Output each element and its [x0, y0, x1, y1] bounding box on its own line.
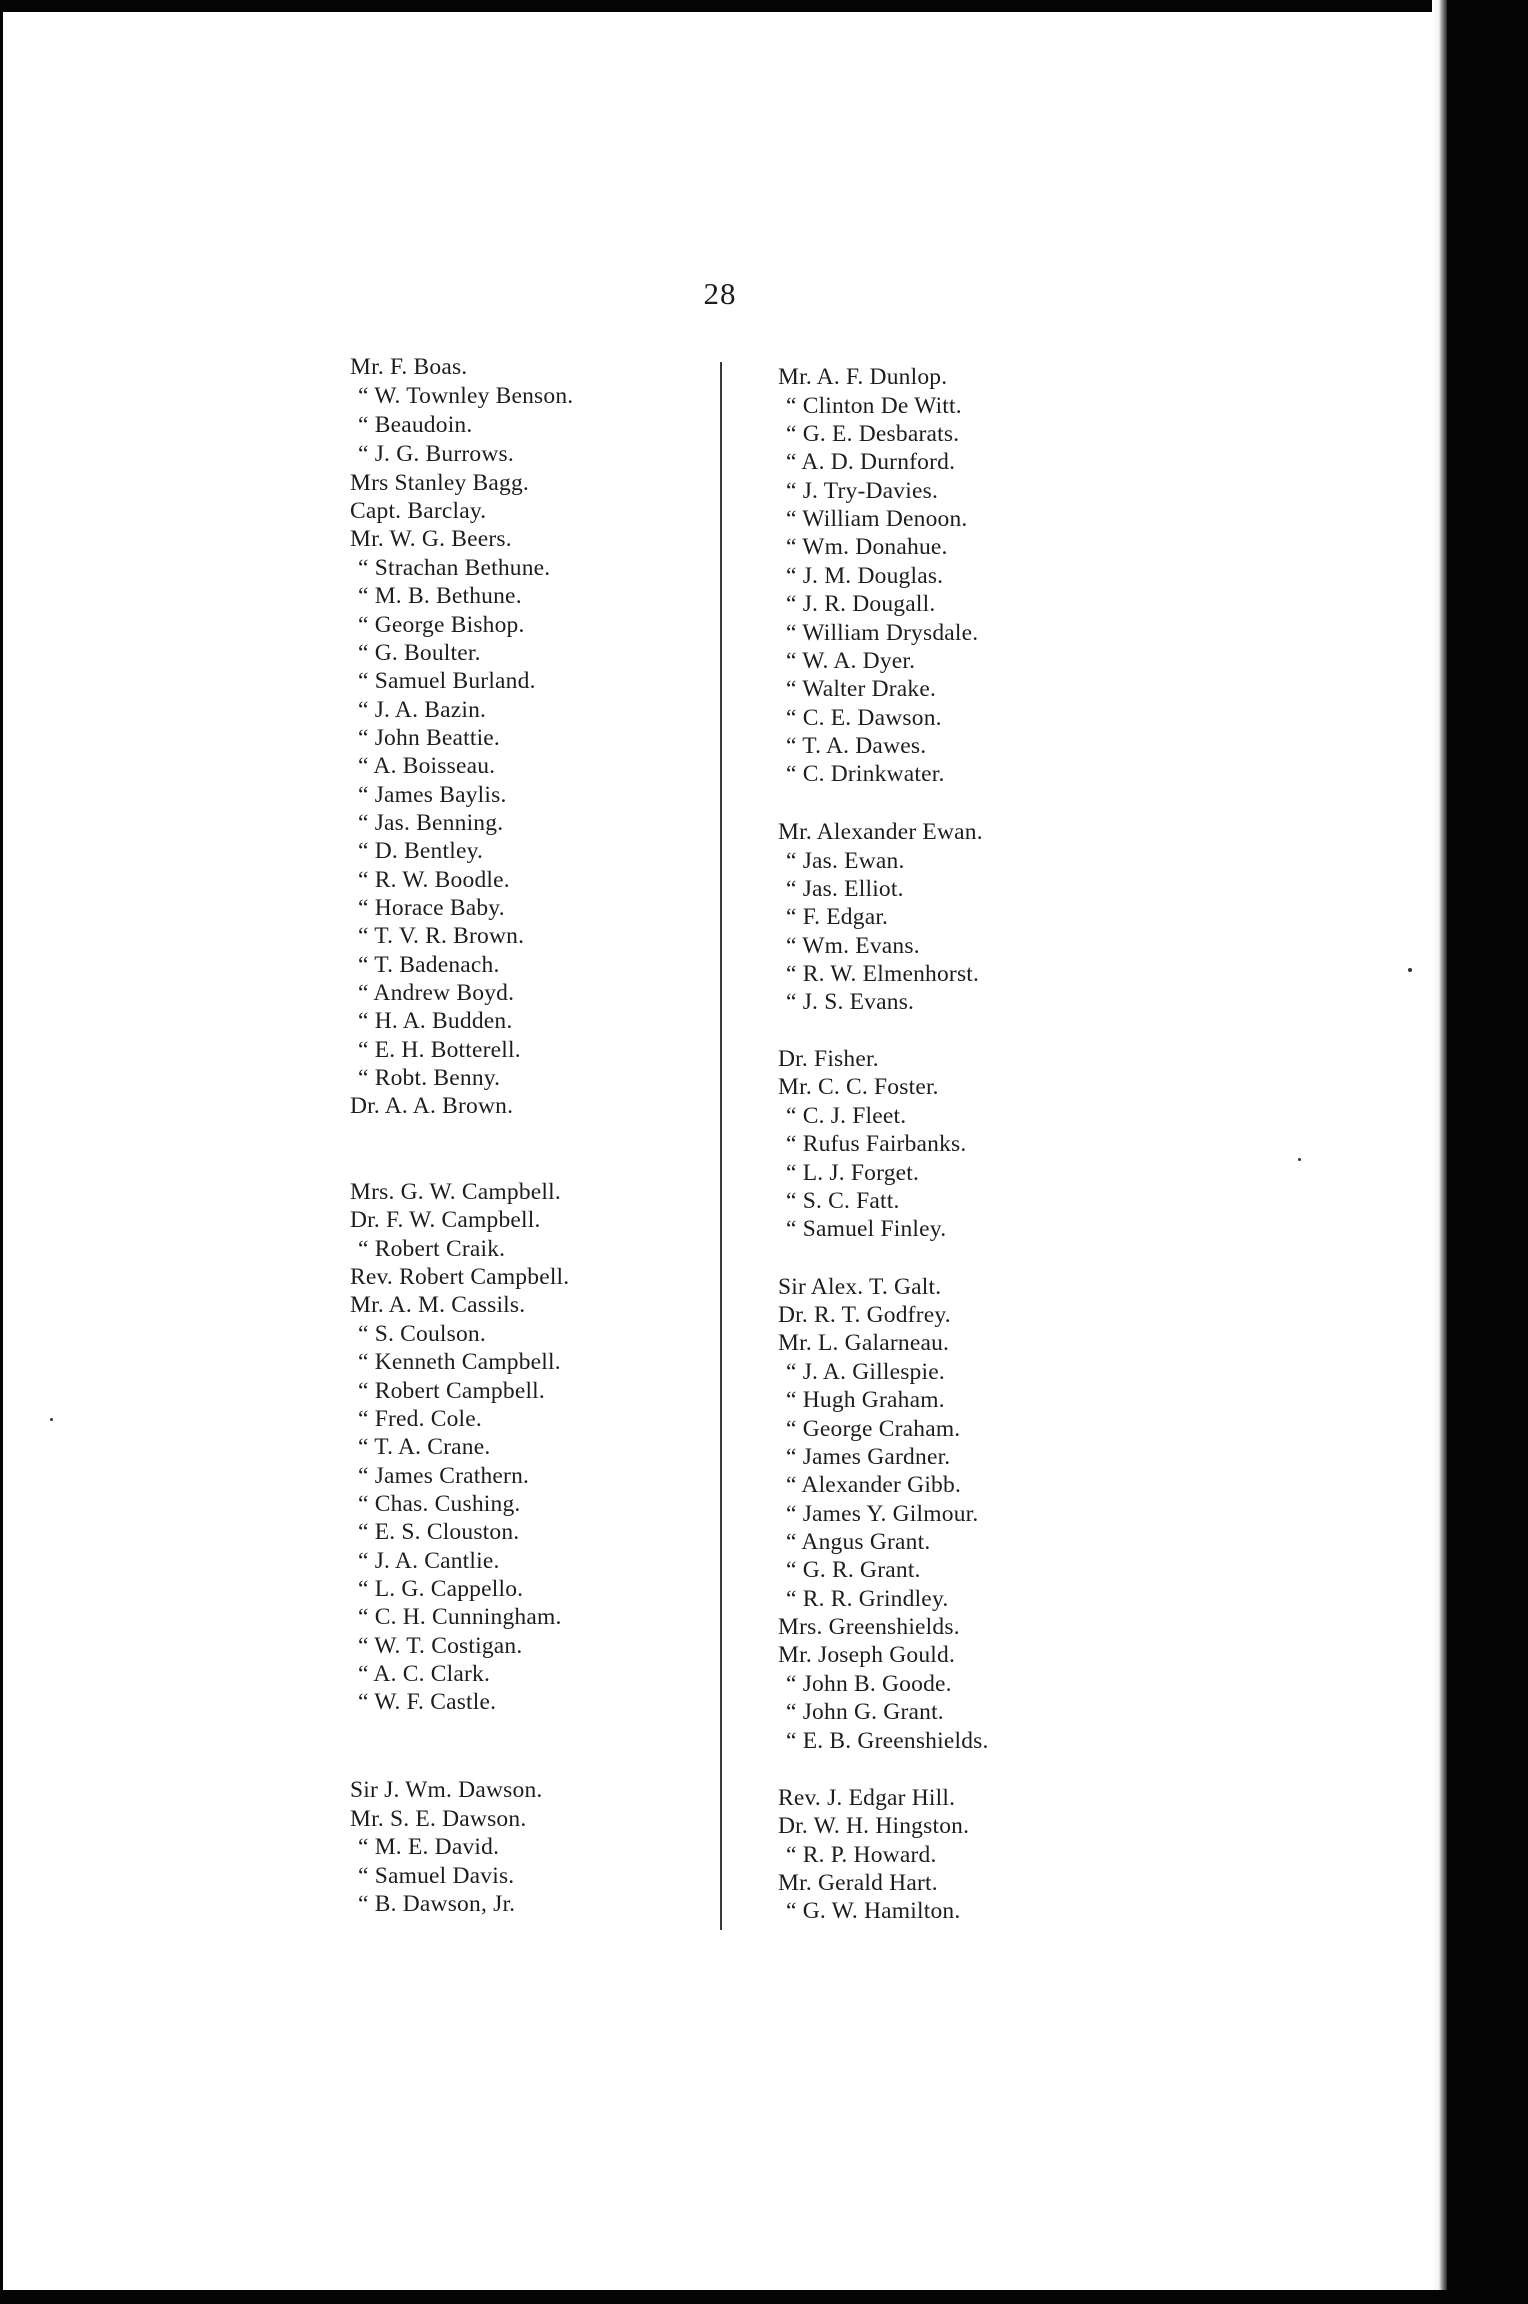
member-name: “ C. J. Fleet.	[786, 1103, 907, 1129]
member-name: “ R. P. Howard.	[786, 1842, 937, 1868]
member-name: “ C. H. Cunningham.	[358, 1604, 562, 1630]
member-name: “ E. S. Clouston.	[358, 1519, 520, 1545]
member-name: “ John B. Goode.	[786, 1671, 952, 1697]
member-name: Mr. Alexander Ewan.	[778, 819, 983, 845]
member-name: “ George Craham.	[786, 1416, 961, 1442]
member-name: “ G. Boulter.	[358, 640, 481, 666]
member-name: Mrs Stanley Bagg.	[350, 470, 529, 496]
member-name: Sir Alex. T. Galt.	[778, 1274, 942, 1300]
member-name: “ T. Badenach.	[358, 952, 500, 978]
member-name: “ Angus Grant.	[786, 1529, 931, 1555]
member-name: Mr. Gerald Hart.	[778, 1870, 938, 1896]
member-name: “ Alexander Gibb.	[786, 1472, 962, 1498]
member-name: Rev. Robert Campbell.	[350, 1264, 570, 1290]
member-name: “ Robert Craik.	[358, 1236, 506, 1262]
member-name: “ Wm. Evans.	[786, 933, 920, 959]
member-name: “ J. A. Cantlie.	[358, 1548, 500, 1574]
member-name: “ D. Bentley.	[358, 838, 484, 864]
member-name: “ Andrew Boyd.	[358, 980, 515, 1006]
member-name: “ G. W. Hamilton.	[786, 1898, 961, 1924]
member-name: “ Samuel Davis.	[358, 1863, 515, 1889]
member-name: “ William Denoon.	[786, 506, 968, 532]
member-name: Mrs. G. W. Campbell.	[350, 1179, 561, 1205]
member-name: “ T. V. R. Brown.	[358, 923, 525, 949]
member-name: “ Clinton De Witt.	[786, 393, 962, 419]
member-name: “ James Gardner.	[786, 1444, 951, 1470]
member-name: “ William Drysdale.	[786, 620, 979, 646]
member-name: “ W. A. Dyer.	[786, 648, 916, 674]
member-name: “ M. E. David.	[358, 1834, 500, 1860]
member-name: “ G. R. Grant.	[786, 1557, 921, 1583]
member-name: “ T. A. Crane.	[358, 1434, 491, 1460]
member-name: “ Chas. Cushing.	[358, 1491, 521, 1517]
member-name: Dr. W. H. Hingston.	[778, 1813, 970, 1839]
member-name: “ Hugh Graham.	[786, 1387, 945, 1413]
stray-ink-mark	[1298, 1158, 1301, 1161]
member-name: “ Jas. Benning.	[358, 810, 504, 836]
member-name: “ Beaudoin.	[358, 412, 473, 438]
member-name: “ F. Edgar.	[786, 904, 889, 930]
member-name: “ L. J. Forget.	[786, 1160, 920, 1186]
member-name: “ S. C. Fatt.	[786, 1188, 900, 1214]
member-name: “ G. E. Desbarats.	[786, 421, 960, 447]
member-name: Rev. J. Edgar Hill.	[778, 1785, 956, 1811]
member-name: “ W. T. Costigan.	[358, 1633, 523, 1659]
member-name: Mrs. Greenshields.	[778, 1614, 960, 1640]
member-name: “ W. F. Castle.	[358, 1689, 497, 1715]
member-name: Dr. R. T. Godfrey.	[778, 1302, 951, 1328]
member-name: Dr. Fisher.	[778, 1046, 879, 1072]
column-divider	[720, 362, 722, 1930]
member-name: “ Jas. Ewan.	[786, 848, 905, 874]
member-name: “ Walter Drake.	[786, 676, 937, 702]
member-name: “ A. Boisseau.	[358, 753, 496, 779]
member-name: “ C. Drinkwater.	[786, 761, 945, 787]
stray-ink-mark	[1408, 968, 1412, 972]
member-name: Mr. F. Boas.	[350, 354, 468, 380]
member-name: “ J. Try-Davies.	[786, 478, 939, 504]
member-name: Mr. C. C. Foster.	[778, 1074, 939, 1100]
member-name: Mr. S. E. Dawson.	[350, 1806, 527, 1832]
member-name: “ W. Townley Benson.	[358, 383, 574, 409]
member-name: “ J. G. Burrows.	[358, 441, 514, 467]
member-name: Mr. L. Galarneau.	[778, 1330, 950, 1356]
member-name: “ Wm. Donahue.	[786, 534, 948, 560]
member-name: “ M. B. Bethune.	[358, 583, 522, 609]
scan-border-top	[0, 0, 1528, 12]
member-name: “ James Crathern.	[358, 1463, 530, 1489]
member-name: “ Strachan Bethune.	[358, 555, 551, 581]
member-name: “ Kenneth Campbell.	[358, 1349, 561, 1375]
scan-border-left	[0, 0, 3, 2304]
member-name: “ T. A. Dawes.	[786, 733, 927, 759]
member-name: “ R. W. Boodle.	[358, 867, 510, 893]
member-name: Mr. A. F. Dunlop.	[778, 364, 948, 390]
member-name: “ Robt. Benny.	[358, 1065, 501, 1091]
member-name: “ L. G. Cappello.	[358, 1576, 524, 1602]
member-name: “ S. Coulson.	[358, 1321, 486, 1347]
member-name: “ John G. Grant.	[786, 1699, 944, 1725]
member-name: “ R. W. Elmenhorst.	[786, 961, 980, 987]
member-name: “ J. R. Dougall.	[786, 591, 936, 617]
member-name: “ Fred. Cole.	[358, 1406, 482, 1432]
member-name: “ John Beattie.	[358, 725, 501, 751]
member-name: “ C. E. Dawson.	[786, 705, 942, 731]
member-name: Sir J. Wm. Dawson.	[350, 1777, 543, 1803]
member-name: “ James Y. Gilmour.	[786, 1501, 979, 1527]
member-name: “ A. C. Clark.	[358, 1661, 491, 1687]
page-number: 28	[703, 276, 737, 311]
member-name: Dr. A. A. Brown.	[350, 1093, 514, 1119]
member-name: “ E. B. Greenshields.	[786, 1728, 989, 1754]
member-name: Mr. A. M. Cassils.	[350, 1292, 526, 1318]
member-name: “ J. A. Gillespie.	[786, 1359, 945, 1385]
member-name: “ James Baylis.	[358, 782, 507, 808]
member-name: “ R. R. Grindley.	[786, 1586, 949, 1612]
member-name: “ Horace Baby.	[358, 895, 505, 921]
scan-border-right	[1447, 0, 1528, 2304]
member-name: “ Samuel Burland.	[358, 668, 536, 694]
member-name: “ Jas. Elliot.	[786, 876, 904, 902]
member-name: Mr. W. G. Beers.	[350, 526, 512, 552]
member-name: “ Rufus Fairbanks.	[786, 1131, 967, 1157]
scan-border-bottom	[0, 2290, 1528, 2304]
member-name: “ B. Dawson, Jr.	[358, 1891, 516, 1917]
member-name: “ J. A. Bazin.	[358, 697, 487, 723]
member-name: “ Samuel Finley.	[786, 1216, 947, 1242]
member-name: Mr. Joseph Gould.	[778, 1642, 956, 1668]
member-name: Capt. Barclay.	[350, 498, 487, 524]
member-name: “ George Bishop.	[358, 612, 525, 638]
member-name: “ J. S. Evans.	[786, 989, 915, 1015]
member-name: Dr. F. W. Campbell.	[350, 1207, 541, 1233]
member-name: “ A. D. Durnford.	[786, 449, 956, 475]
member-name: “ J. M. Douglas.	[786, 563, 944, 589]
member-name: “ Robert Campbell.	[358, 1378, 545, 1404]
member-name: “ H. A. Budden.	[358, 1008, 513, 1034]
page-edge-shadow	[1432, 0, 1447, 2304]
member-name: “ E. H. Botterell.	[358, 1037, 521, 1063]
stray-ink-mark	[50, 1418, 53, 1421]
